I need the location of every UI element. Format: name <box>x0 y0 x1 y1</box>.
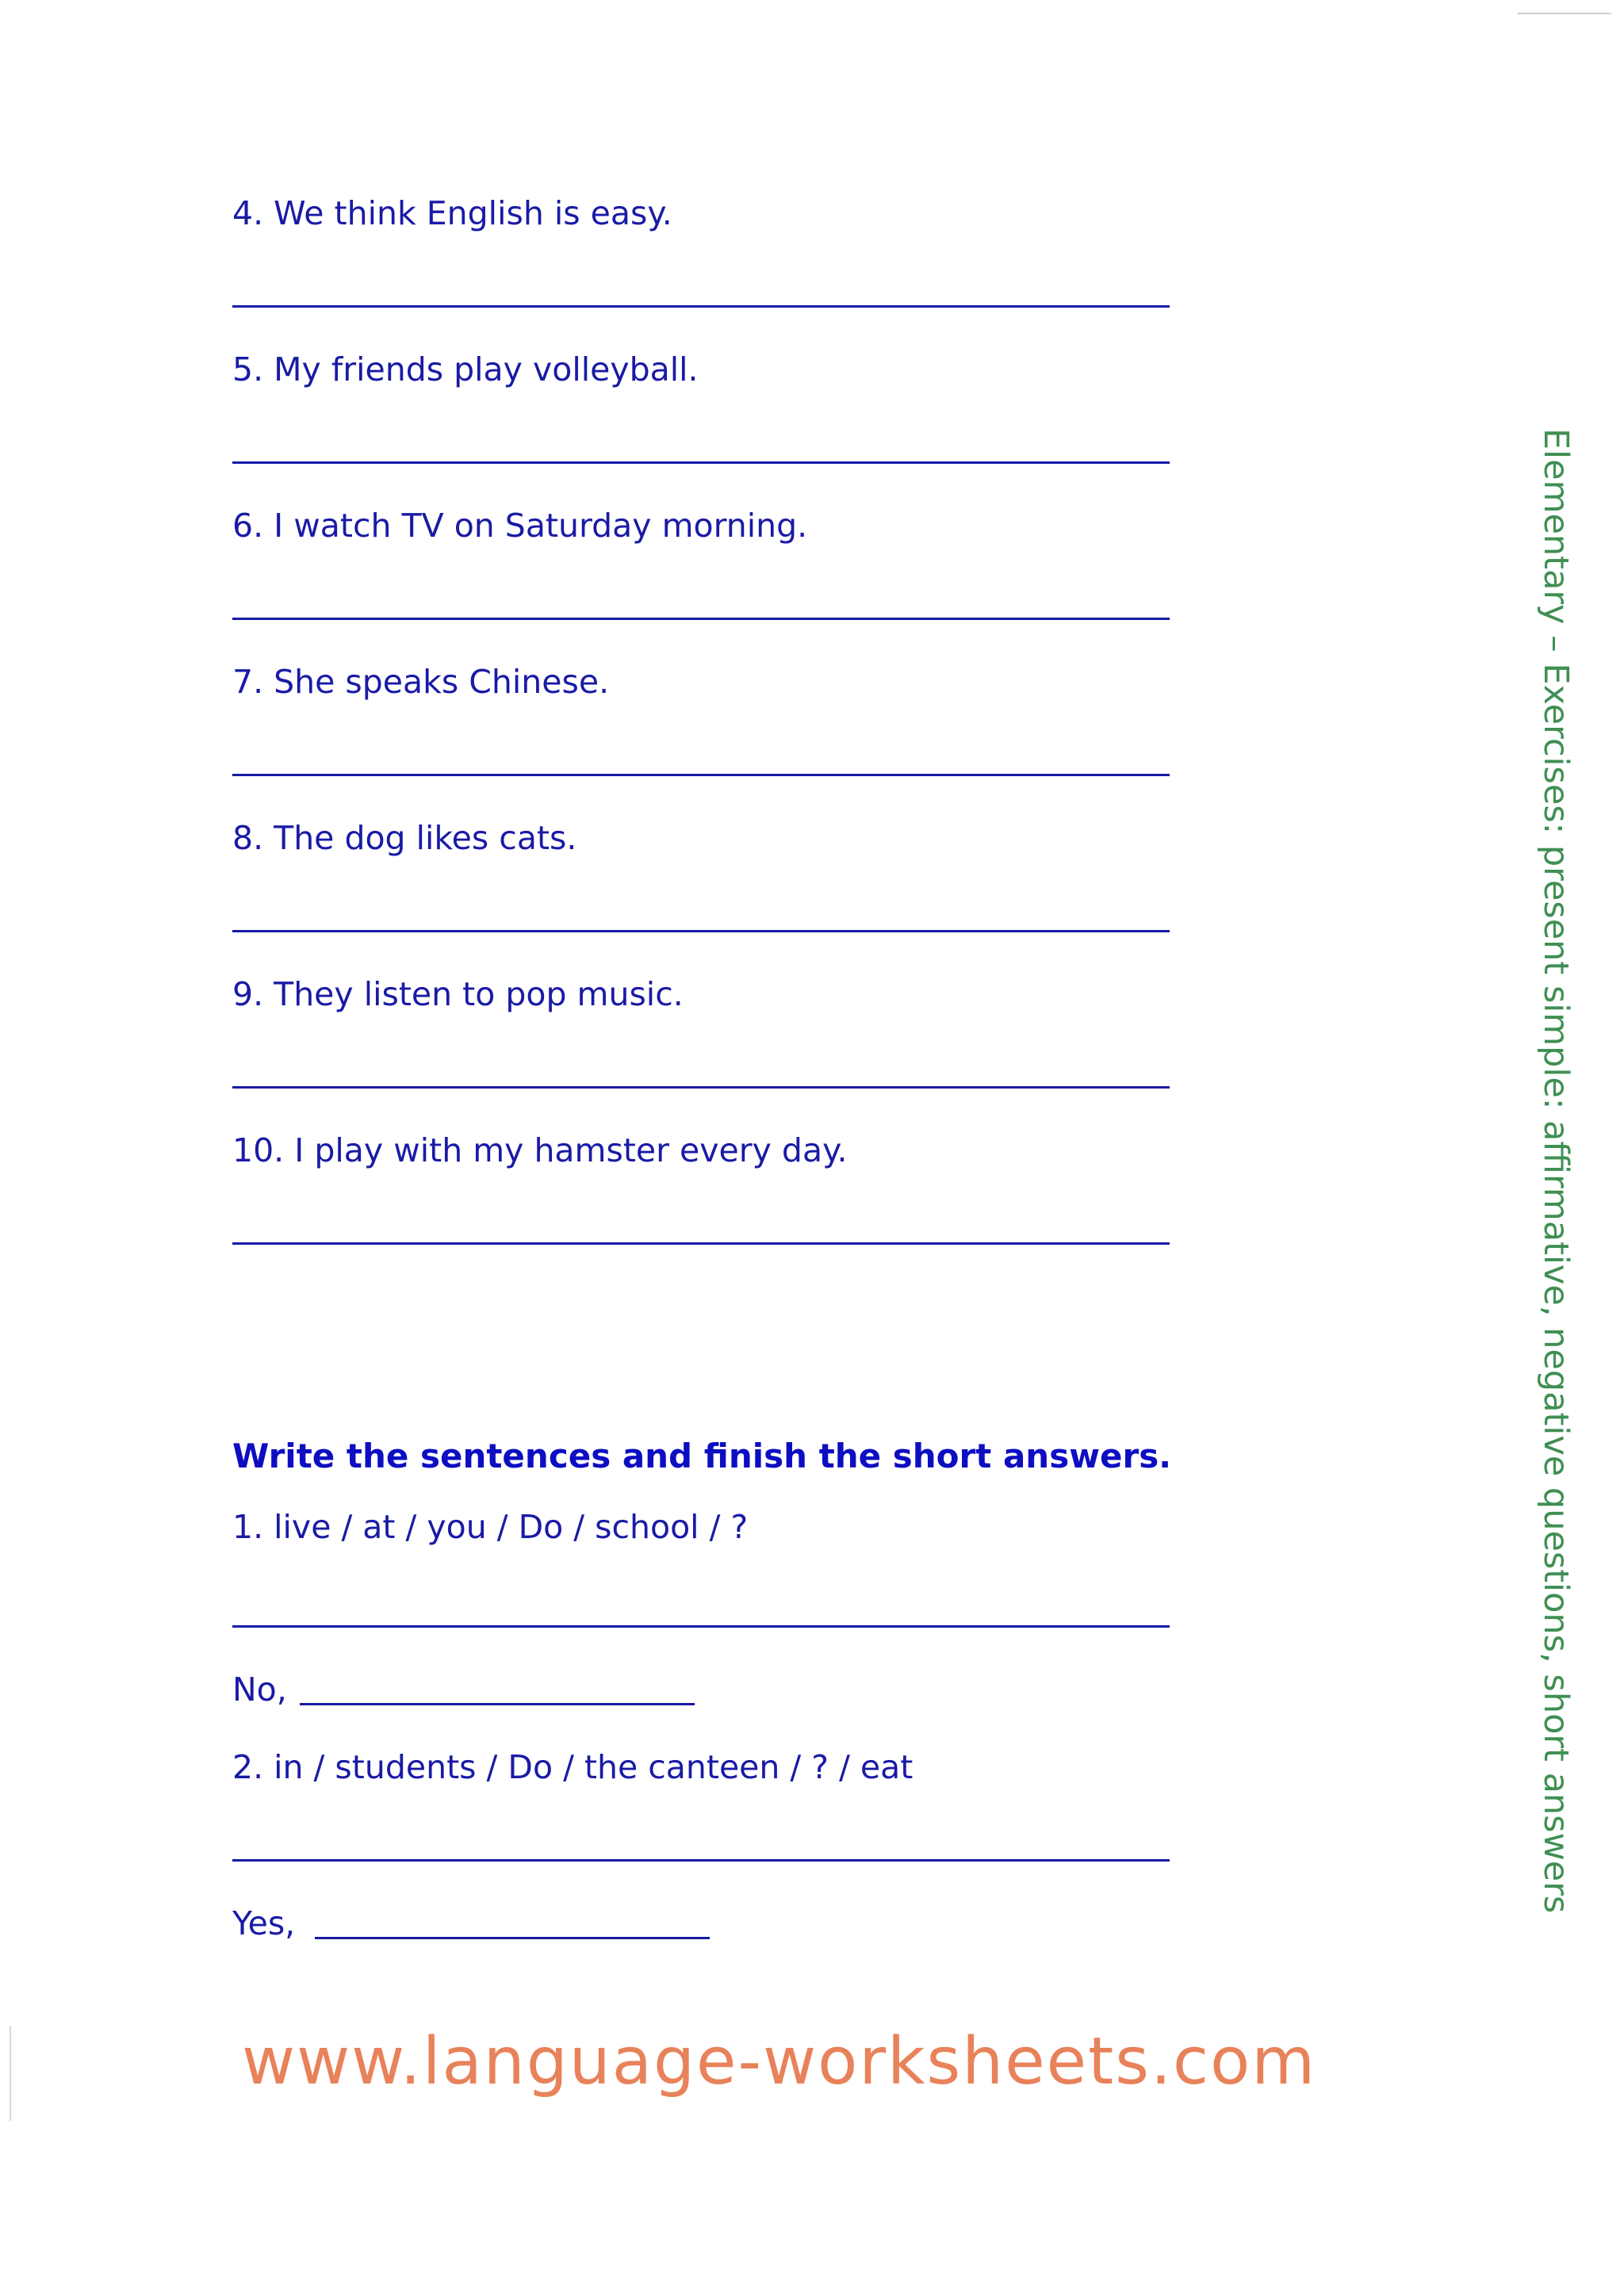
answer-line[interactable] <box>232 774 1170 776</box>
answer-line[interactable] <box>232 1625 1170 1628</box>
short-answer-start: Yes, <box>232 1904 296 1942</box>
answer-line[interactable] <box>232 1086 1170 1089</box>
scan-edge-mark <box>1518 13 1611 14</box>
answer-line[interactable] <box>232 618 1170 620</box>
answer-line[interactable] <box>232 1242 1170 1245</box>
short-answer-start: No, <box>232 1670 287 1709</box>
sentence-item: 8. The dog likes cats. <box>232 819 577 857</box>
scrambled-prompt: 2. in / students / Do / the canteen / ? / eat <box>232 1748 914 1786</box>
footer-website-url: www.language-worksheets.com <box>242 2024 1317 2099</box>
sentence-item: 6. I watch TV on Saturday morning. <box>232 507 808 545</box>
short-answer-line[interactable] <box>300 1703 695 1705</box>
sentence-item: 9. They listen to pop music. <box>232 975 684 1013</box>
sentence-item: 4. We think English is easy. <box>232 194 672 232</box>
sentence-item: 10. I play with my hamster every day. <box>232 1131 848 1169</box>
scrambled-prompt: 1. live / at / you / Do / school / ? <box>232 1508 749 1546</box>
answer-line[interactable] <box>232 1859 1170 1862</box>
answer-line[interactable] <box>232 461 1170 464</box>
sentence-item: 7. She speaks Chinese. <box>232 663 610 701</box>
answer-line[interactable] <box>232 305 1170 308</box>
short-answer-line[interactable] <box>315 1937 710 1939</box>
scan-edge-mark <box>10 2026 11 2121</box>
exercise-b-instruction: Write the sentences and finish the short answers. <box>232 1437 1172 1475</box>
sentence-item: 5. My friends play volleyball. <box>232 350 699 388</box>
answer-line[interactable] <box>232 930 1170 932</box>
vertical-worksheet-title: Elementary – Exercises: present simple: affirmative, negative questions, short answers <box>1536 428 1576 1914</box>
